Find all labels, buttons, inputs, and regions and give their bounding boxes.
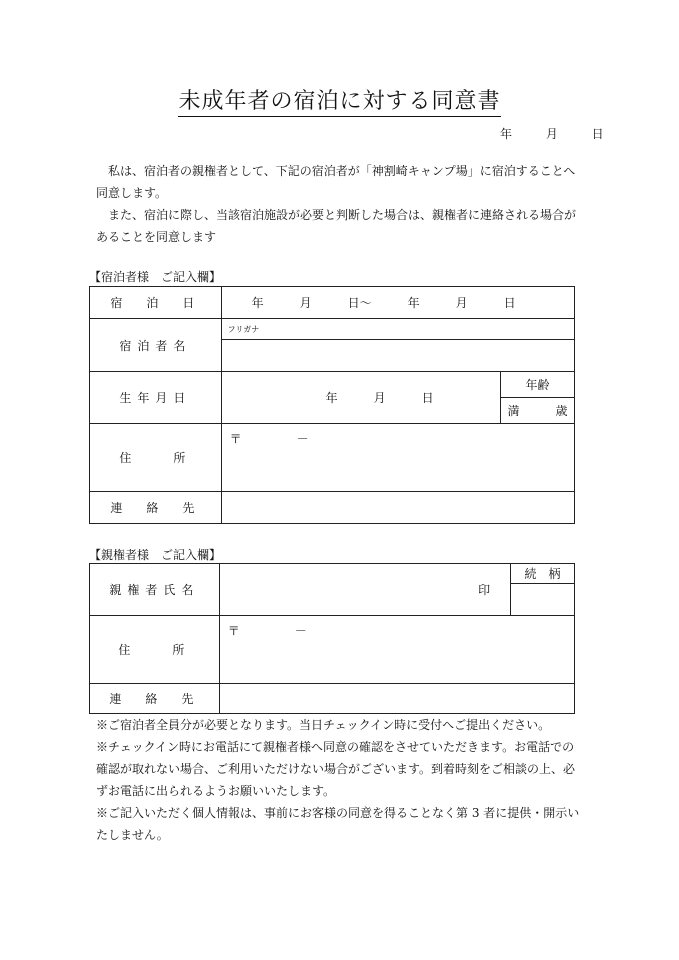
guardian-section-heading: 【親権者様 ご記入欄】: [89, 548, 222, 562]
guardian-address-label: 住 所: [90, 616, 220, 684]
furigana-field[interactable]: フリガナ: [221, 319, 574, 340]
relation-field[interactable]: [511, 584, 575, 616]
page-title: [0, 84, 679, 115]
age-field[interactable]: 満 歳: [501, 398, 575, 424]
guardian-name-field[interactable]: [219, 564, 510, 616]
guest-address-label: 住 所: [90, 424, 222, 492]
guardian-contact-field[interactable]: [219, 684, 574, 714]
consent-paragraph-1: 私は、宿泊者の親権者として、下記の宿泊者が「神割崎キャンプ場」に宿泊することへ同意します。: [96, 164, 576, 200]
guest-section-heading: 【宿泊者様 ご記入欄】: [89, 270, 222, 284]
postal-dash: －: [294, 624, 307, 638]
postal-mark: 〒: [227, 624, 240, 638]
guardian-table: [89, 563, 575, 714]
guardian-address-field[interactable]: [219, 616, 574, 684]
guardian-contact-label: 連 絡 先: [90, 684, 220, 714]
guest-contact-label: 連 絡 先: [90, 492, 222, 524]
stay-date-field[interactable]: 年 月 日～ 年 月 日: [221, 287, 574, 319]
note-item: ※ご記入いただく個人情報は、事前にお客様の同意を得ることなく第 3 者に提供・開示いたしません。: [96, 806, 580, 842]
stay-date-label: 宿 泊 日: [90, 287, 222, 319]
age-header: 年齢: [501, 372, 575, 398]
birth-date-label: 生年月日: [90, 372, 222, 424]
guest-name-field[interactable]: [221, 340, 574, 372]
date-line: 年 月 日: [500, 127, 604, 141]
guest-address-field[interactable]: [221, 424, 574, 492]
birth-date-field[interactable]: 年 月 日: [221, 372, 500, 424]
consent-paragraph-2: また、宿泊に際し、当該宿泊施設が必要と判断した場合は、親権者に連絡される場合があることを同意します: [96, 208, 577, 244]
postal-mark: 〒: [229, 432, 242, 446]
seal-mark: 印: [478, 583, 491, 597]
postal-dash: －: [296, 432, 309, 446]
relation-header: 続 柄: [511, 564, 575, 584]
note-item: ※チェックイン時にお電話にて親権者様へ同意の確認をさせていただきます。お電話での確認が取れない場合、ご利用いただけない場合がございます。到着時刻をご相談の上、必ずお電話に出られるようお願いいたします。: [96, 740, 576, 798]
guardian-name-label: 親権者氏名: [90, 564, 220, 616]
note-item: ※ご宿泊者全員分が必要となります。当日チェックイン時に受付へご提出ください。: [96, 718, 551, 732]
title-text: 未成年者の宿泊に対する同意書: [178, 89, 500, 117]
guest-table: [89, 286, 575, 524]
notes: [96, 714, 586, 846]
guest-contact-field[interactable]: [221, 492, 574, 524]
guest-name-label: 宿泊者名: [90, 319, 222, 372]
